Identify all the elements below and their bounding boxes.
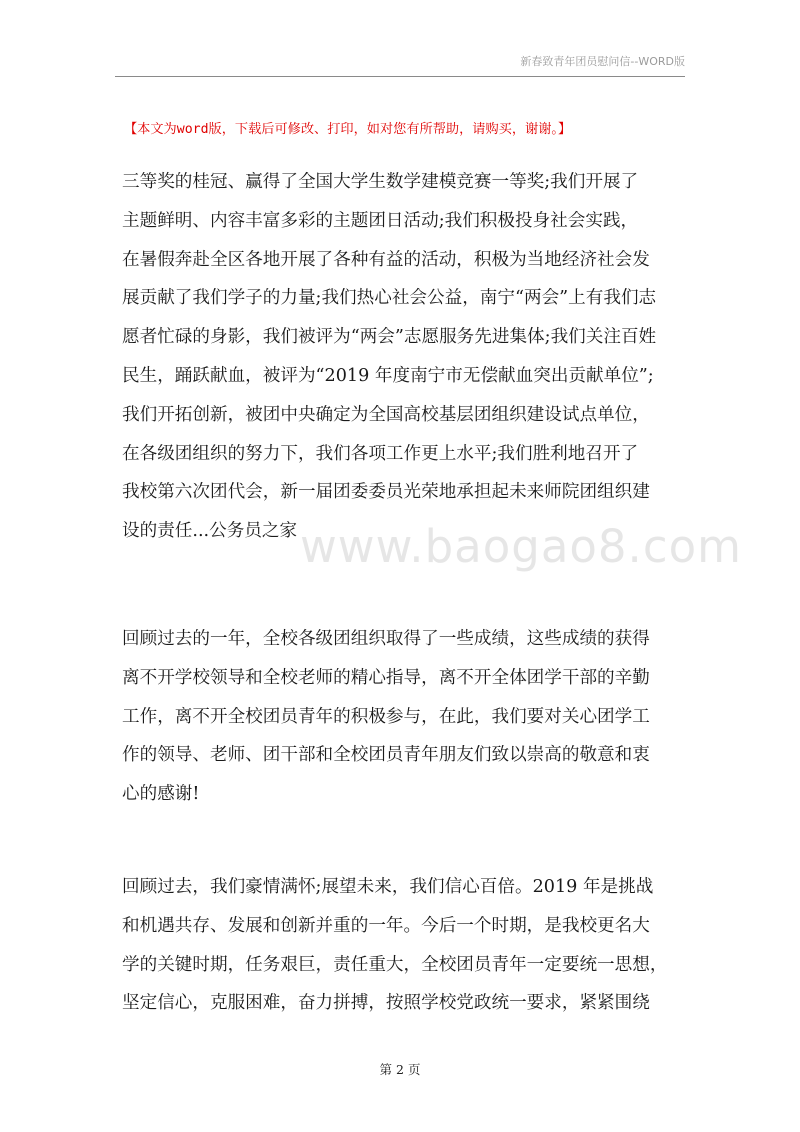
paragraph-3 — [122, 868, 682, 1023]
header-divider — [115, 76, 685, 77]
text-line: 民生，踊跃献血，被评为“2019 年度南宁市无偿献血突出贡献单位”; — [122, 365, 654, 386]
text-line: 离不开学校领导和全校老师的精心指导，离不开全体团学干部的辛勤 — [122, 667, 650, 688]
text-line: 展贡献了我们学子的力量;我们热心社会公益，南宁“两会”上有我们志 — [122, 288, 657, 309]
text-line: 在各级团组织的努力下，我们各项工作更上水平;我们胜利地召开了 — [122, 443, 639, 464]
text-line: 设的责任...公务员之家 — [122, 521, 298, 542]
paragraph-1 — [122, 163, 682, 551]
page-header-title: 新春致青年团员慰问信--WORD版 — [520, 55, 685, 68]
text-line: 三等奖的桂冠、赢得了全国大学生数学建模竞赛一等奖;我们开展了 — [122, 172, 639, 192]
text-line: 回顾过去，我们豪情满怀;展望未来，我们信心百倍。2019 年是挑战 — [122, 877, 654, 897]
watermark: www.baogao8.com — [300, 520, 742, 573]
page-number: 第 2 页 — [379, 1062, 421, 1077]
text-line: 愿者忙碌的身影，我们被评为“两会”志愿服务先进集体;我们关注百姓 — [122, 327, 657, 348]
paragraph-2 — [122, 620, 682, 814]
text-line: 工作，离不开全校团员青年的积极参与，在此，我们要对关心团学工 — [122, 706, 650, 727]
purchase-notice: 【本文为word版，下载后可修改、打印，如对您有所帮助，请购买，谢谢。】 — [124, 122, 572, 137]
text-line: 坚定信心，克服困难，奋力拼搏，按照学校党政统一要求，紧紧围绕 — [122, 993, 650, 1014]
text-line: 主题鲜明、内容丰富多彩的主题团日活动;我们积极投身社会实践， — [122, 210, 639, 231]
text-line: 和机遇共存、发展和创新并重的一年。今后一个时期，是我校更名大 — [122, 915, 650, 936]
text-line: 在暑假奔赴全区各地开展了各种有益的活动，积极为当地经济社会发 — [122, 249, 650, 270]
text-line: 作的领导、老师、团干部和全校团员青年朋友们致以崇高的敬意和衷 — [122, 745, 650, 766]
text-line: 心的感谢! — [122, 784, 200, 805]
text-line: 我们开拓创新，被团中央确定为全国高校基层团组织建设试点单位， — [122, 404, 650, 425]
text-line: 学的关键时期，任务艰巨，责任重大，全校团员青年一定要统一思想， — [122, 954, 668, 975]
text-line: 回顾过去的一年，全校各级团组织取得了一些成绩，这些成绩的获得 — [122, 629, 650, 649]
text-line: 我校第六次团代会，新一届团委委员光荣地承担起未来师院团组织建 — [122, 482, 650, 503]
